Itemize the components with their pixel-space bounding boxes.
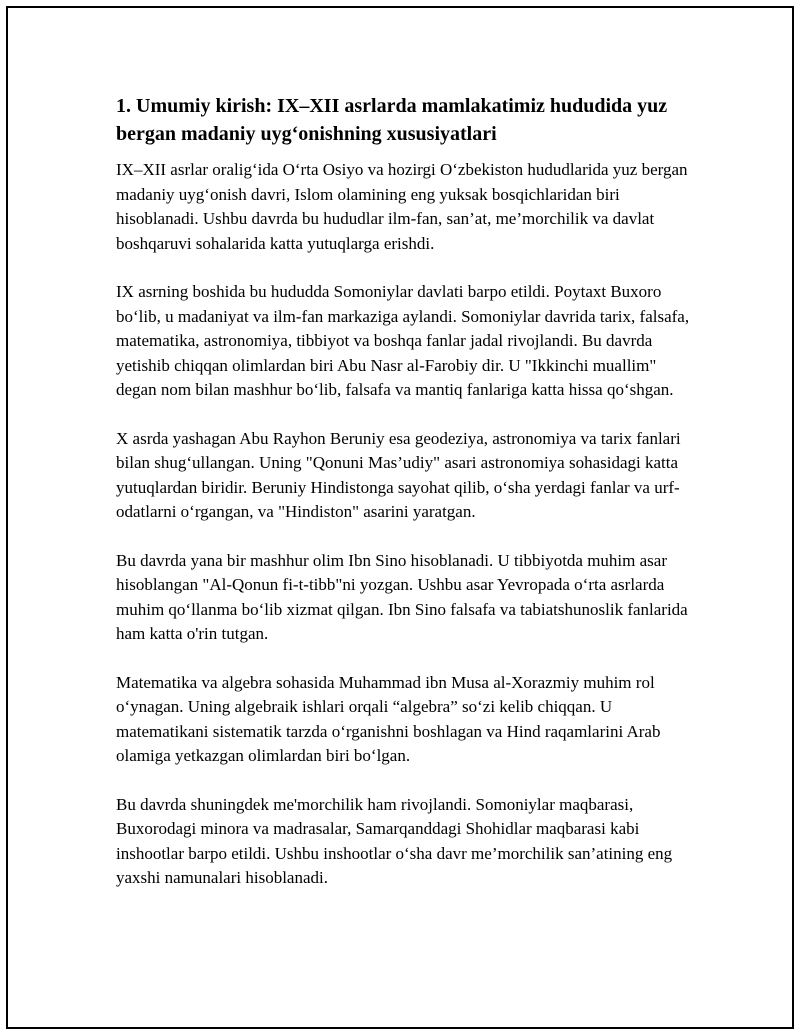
- paragraph-5: Matematika va algebra sohasida Muhammad ibn Musa al-Xorazmiy muhim rol o‘ynagan. Uning algebraik ishlari orqali “algebra” so‘zi kelib chiqqan. U matematikani sistematik tarzda o‘rganishni boshlagan va Hind raqamlarini Arab olamiga yetkazgan olimlardan biri bo‘lgan.: [116, 672, 661, 765]
- paragraph-6: Bu davrda shuningdek me'morchilik ham rivojlandi. Somoniylar maqbarasi, Buxorodagi minora va madrasalar, Samarqanddagi Shohidlar maqbarasi kabi inshootlar barpo etildi. Ushbu inshootlar o‘sha davr me’morchilik san’atining eng yaxshi namunalari hisoblanadi.: [116, 794, 673, 887]
- document-body: [116, 92, 696, 915]
- document-title: 1. Umumiy kirish: IX–XII asrlarda mamlakatimiz hududida yuz bergan madaniy uyg‘onishning xususiyatlari: [116, 95, 668, 145]
- paragraph-4: Bu davrda yana bir mashhur olim Ibn Sino hisoblanadi. U tibbiyotda muhim asar hisoblangan "Al-Qonun fi-t-tibb"ni yozgan. Ushbu asar Yevropada o‘rta asrlarda muhim qo‘llanma bo‘lib xizmat qilgan. Ibn Sino falsafa va tabiatshunoslik fanlarida ham katta o'rin tutgan.: [116, 550, 688, 643]
- paragraph-1: IX–XII asrlar oralig‘ida O‘rta Osiyo va hozirgi O‘zbekiston hududlarida yuz bergan madaniy uyg‘onish davri, Islom olamining eng yuksak bosqichlaridan biri hisoblanadi. Ushbu davrda bu hududlar ilm-fan, san’at, me’morchilik va davlat boshqaruvi sohalarida katta yutuqlarga erishdi.: [116, 160, 688, 253]
- paragraph-2: IX asrning boshida bu hududda Somoniylar davlati barpo etildi. Poytaxt Buxoro bo‘lib, u madaniyat va ilm-fan markaziga aylandi. Somoniylar davrida tarix, falsafa, matematika, astronomiya, tibbiyot va boshqa fanlar jadal rivojlandi. Bu davrda yetishib chiqqan olimlardan biri Abu Nasr al-Farobiy dir. U "Ikkinchi muallim" degan nom bilan mashhur bo‘lib, falsafa va mantiq fanlariga katta hissa qo‘shgan.: [116, 282, 690, 399]
- paragraph-3: X asrda yashagan Abu Rayhon Beruniy esa geodeziya, astronomiya va tarix fanlari bilan shug‘ullangan. Uning "Qonuni Mas’udiy" asari astronomiya sohasidagi katta yutuqlardan biridir. Beruniy Hindistonga sayohat qilib, o‘sha yerdagi fanlar va urf-odatlarni o‘rgangan, va "Hindiston" asarini yaratgan.: [116, 428, 681, 521]
